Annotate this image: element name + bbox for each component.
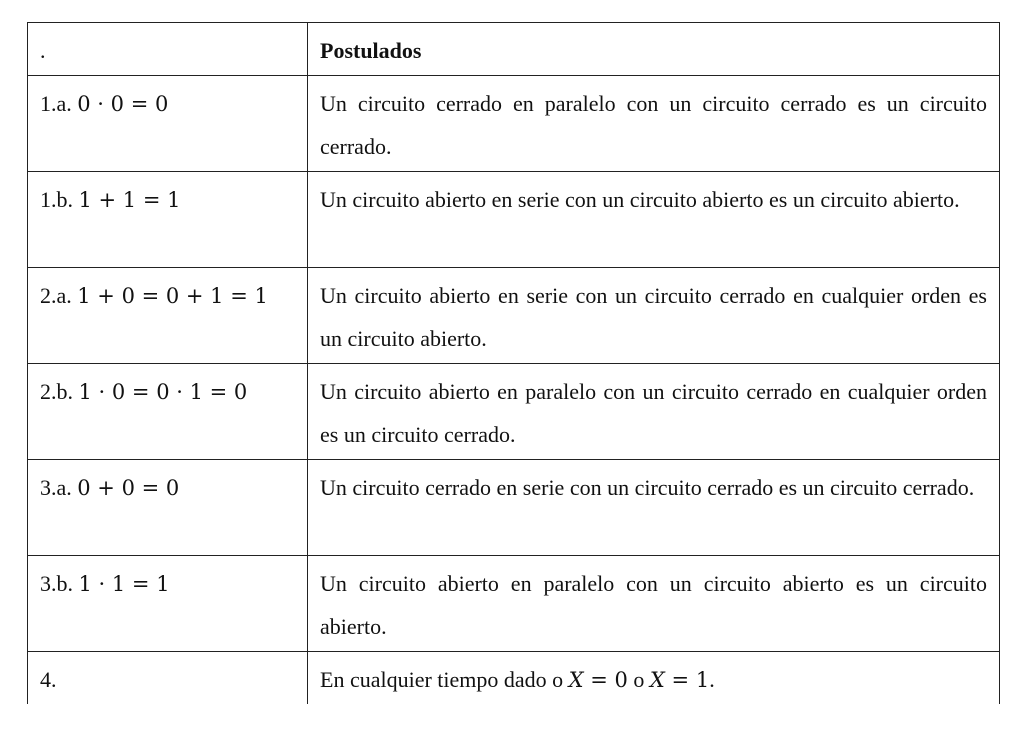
postulate-id-cell bbox=[28, 268, 308, 364]
table-row bbox=[28, 268, 1000, 364]
equation-x-one: = 1 bbox=[664, 668, 710, 692]
postulate-description: Un circuito abierto en paralelo con un circuito abierto es un circuito abierto. bbox=[308, 556, 1000, 652]
postulate-equation: 0 · 0 = 0 bbox=[77, 92, 169, 116]
postulate-description: Un circuito cerrado en paralelo con un circuito cerrado es un circuito cerrado. bbox=[308, 76, 1000, 172]
postulados-table bbox=[27, 22, 1000, 704]
table-row-last bbox=[28, 652, 1000, 705]
postulate-id: 3.a. bbox=[40, 475, 72, 500]
postulate-id-cell bbox=[28, 556, 308, 652]
postulate-id-cell bbox=[28, 652, 308, 705]
postulate-description: Un circuito abierto en serie con un circuito abierto es un circuito abierto. bbox=[308, 172, 1000, 268]
postulate-id: 2.b. bbox=[40, 379, 73, 404]
table-row bbox=[28, 460, 1000, 556]
last-text-before: En cualquier tiempo dado o bbox=[320, 667, 569, 692]
equation-x-zero: = 0 bbox=[583, 668, 628, 692]
postulate-equation: 1 + 1 = 1 bbox=[78, 188, 181, 212]
variable-x: X bbox=[649, 668, 665, 692]
table-header-row bbox=[28, 23, 1000, 76]
postulate-id-cell bbox=[28, 172, 308, 268]
postulate-id-cell bbox=[28, 76, 308, 172]
postulate-description: Un circuito cerrado en serie con un circuito cerrado es un circuito cerrado. bbox=[308, 460, 1000, 556]
last-text-mid: o bbox=[627, 667, 650, 692]
postulate-equation: 1 + 0 = 0 + 1 = 1 bbox=[77, 284, 268, 308]
postulate-id: 3.b. bbox=[40, 571, 73, 596]
postulate-description: Un circuito abierto en serie con un circuito cerrado en cualquier orden es un circuito abierto. bbox=[308, 268, 1000, 364]
header-first-text: . bbox=[40, 38, 46, 63]
header-cell-first bbox=[28, 23, 308, 76]
header-postulados-text: Postulados bbox=[320, 38, 422, 63]
header-cell-postulados bbox=[308, 23, 1000, 76]
postulate-description bbox=[308, 652, 1000, 705]
postulate-description: Un circuito abierto en paralelo con un circuito cerrado en cualquier orden es un circuito cerrado. bbox=[308, 364, 1000, 460]
postulate-id: 2.a. bbox=[40, 283, 72, 308]
table-row bbox=[28, 172, 1000, 268]
table-row bbox=[28, 76, 1000, 172]
postulate-id-cell bbox=[28, 364, 308, 460]
postulate-equation: 0 + 0 = 0 bbox=[77, 476, 180, 500]
postulate-equation: 1 · 0 = 0 · 1 = 0 bbox=[78, 380, 248, 404]
postulate-id-cell bbox=[28, 460, 308, 556]
postulate-id: 1.b. bbox=[40, 187, 73, 212]
table-row bbox=[28, 556, 1000, 652]
postulate-id: 1.a. bbox=[40, 91, 72, 116]
postulate-equation: 1 · 1 = 1 bbox=[78, 572, 170, 596]
table-row bbox=[28, 364, 1000, 460]
postulate-id: 4. bbox=[40, 667, 57, 692]
variable-x: X bbox=[568, 668, 584, 692]
last-text-end: . bbox=[709, 667, 715, 692]
